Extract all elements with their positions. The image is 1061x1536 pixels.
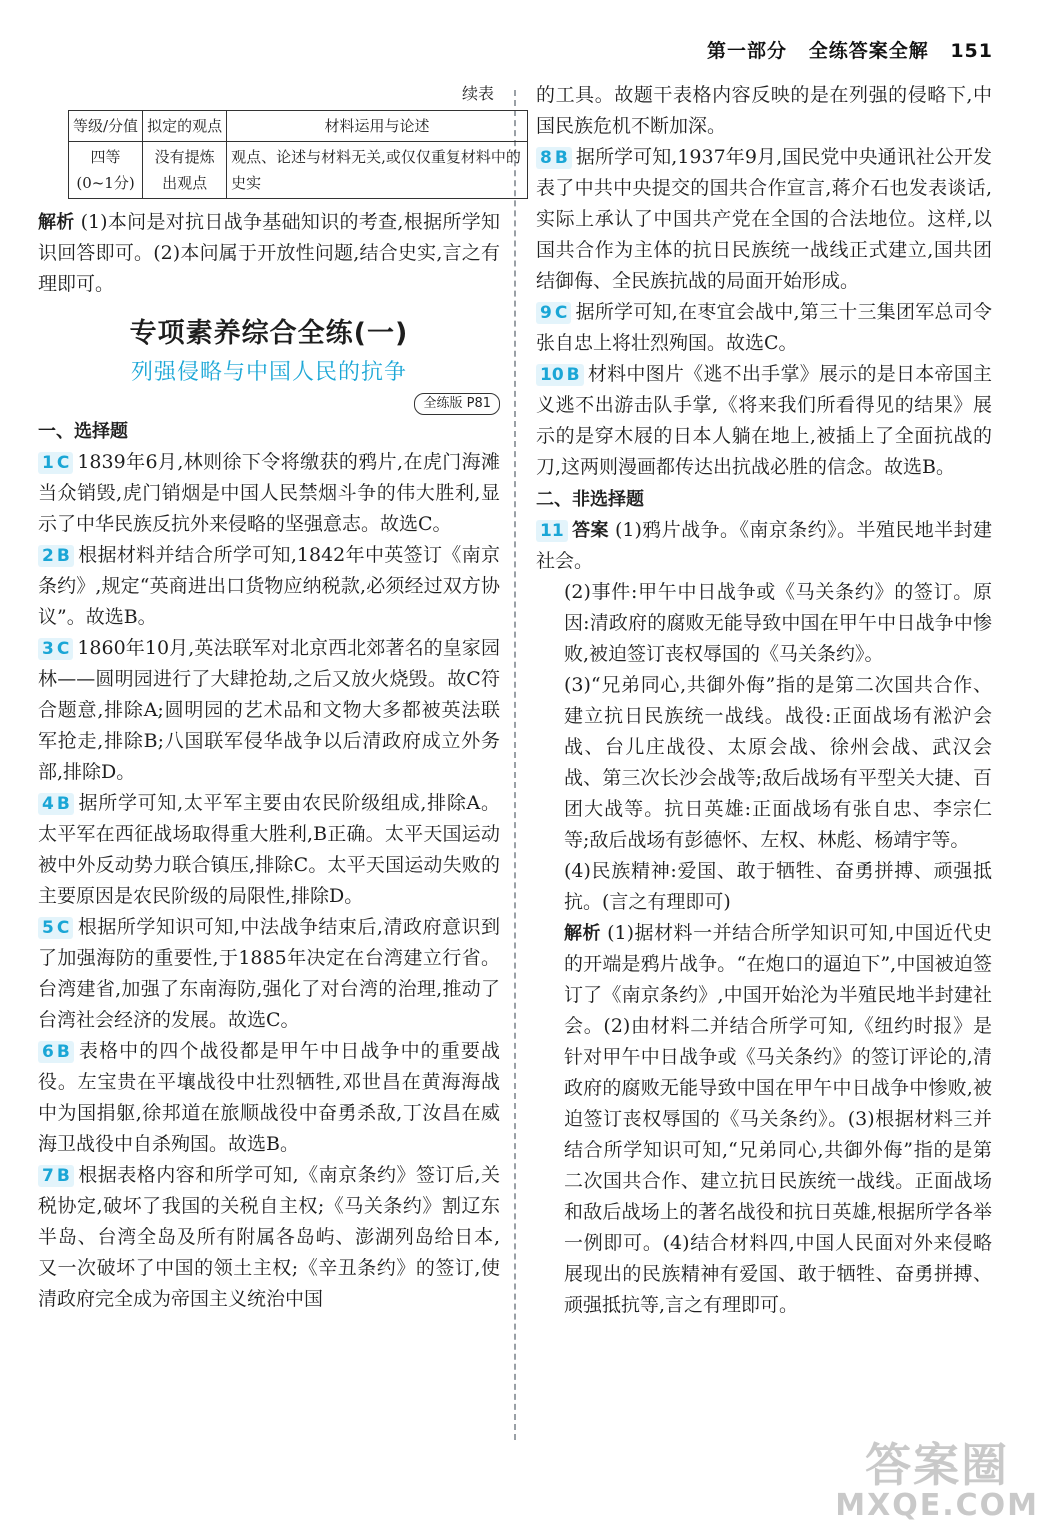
analysis-paragraph bbox=[38, 207, 500, 300]
q11-analysis bbox=[536, 918, 992, 1321]
section-title: 专项素养综合全练(一) bbox=[129, 318, 409, 349]
table-header-row bbox=[69, 111, 528, 142]
answer-tag: 9 C bbox=[536, 302, 571, 324]
analysis-label: 解析 bbox=[564, 923, 602, 944]
question-explanation: 据所学可知,在枣宜会战中,第三十三集团军总司令张自忠上将壮烈殉国。故选C。 bbox=[536, 301, 992, 354]
column-divider bbox=[514, 90, 516, 1440]
heading-nonchoice: 二、非选择题 bbox=[536, 489, 644, 510]
answer-label: 答案 bbox=[571, 520, 609, 541]
question-item bbox=[38, 447, 500, 540]
question-item bbox=[38, 788, 500, 912]
watermark-logo: 答案圈 MXQE.COM bbox=[835, 1438, 1039, 1523]
section-subtitle: 列强侵略与中国人民的抗争 bbox=[130, 360, 407, 385]
grade-level: 四等 bbox=[90, 148, 121, 166]
continued-explanation: 的工具。故题干表格内容反映的是在列强的侵略下,中国民族危机不断加深。 bbox=[536, 84, 992, 137]
question-explanation: 材料中图片《逃不出手掌》展示的是日本帝国主义逃不出游击队手掌,《将来我们所看得见的结果》展示的是穿木屐的日本人躺在地上,被插上了全面抗战的刀,这两则漫画都传达出抗战必胜的信念。故选B。 bbox=[536, 363, 992, 478]
question-item bbox=[536, 142, 992, 297]
right-column bbox=[536, 80, 992, 1321]
answer-tag: 8 B bbox=[536, 147, 572, 169]
table-cell-grade bbox=[69, 142, 143, 199]
question-item bbox=[38, 1036, 500, 1160]
question-item bbox=[536, 297, 992, 359]
answer-tag: 7 B bbox=[38, 1165, 74, 1187]
continue-label: 续表 bbox=[461, 84, 494, 103]
table-cell-view bbox=[143, 142, 227, 199]
left-column bbox=[38, 80, 521, 1315]
analysis-text: (1)据材料一并结合所学知识可知,中国近代史的开端是鸦片战争。“在炮口的逼迫下”,中国被迫签订了《南京条约》,中国开始沦为半殖民地半封建社会。(2)由材料二并结合所学可知,《纽约时报》是针对甲午中日战争或《马关条约》的签订评论的,清政府的腐败无能导致中国在甲午中日战争中惨败,被迫签订丧权辱国的《马关条约》。(3)根据材料三并结合所学知识可知,“兄弟同心,共御外侮”指的是第二次国共合作、建立抗日民族统一战线。正面战场和敌后战场上的著名战役和抗日英雄,根据所学各举一例即可。(4)结合材料四,中国人民面对外来侵略展现出的民族精神有爱国、敢于牺牲、奋勇拼搏、顽强抵抗等,言之有理即可。 bbox=[564, 922, 992, 1316]
table-cell-desc: 观点、论述与材料无关,或仅仅重复材料中的史实 bbox=[227, 142, 528, 199]
question-explanation: 表格中的四个战役都是甲午中日战争中的重要战役。左宝贵在平壤战役中壮烈牺牲,邓世昌在黄海海战中为国捐躯,徐邦道在旅顺战役中奋勇杀敌,丁汝昌在威海卫战役中自杀殉国。故选B。 bbox=[38, 1040, 500, 1155]
answer-tag: 1 C bbox=[38, 452, 73, 474]
q11-answer-3: (3)“兄弟同心,共御外侮”指的是第二次国共合作、建立抗日民族统一战线。战役:正面战场有淞沪会战、台儿庄战役、太原会战、徐州会战、武汉会战、第三次长沙会战等;敌后战场有平型关大捷、百团大战等。抗日英雄:正面战场有张自忠、李宗仁等;敌后战场有彭德怀、左权、林彪、杨靖宇等。 bbox=[564, 674, 992, 851]
table-header: 材料运用与论述 bbox=[227, 111, 528, 142]
question-item bbox=[38, 633, 500, 788]
heading-choice: 一、选择题 bbox=[38, 421, 128, 442]
question-number-tag: 11 bbox=[536, 520, 568, 542]
question-explanation: 1839年6月,林则徐下令将缴获的鸦片,在虎门海滩当众销毁,虎门销烟是中国人民禁烟斗争的伟大胜利,显示了中华民族反抗外来侵略的坚强意志。故选C。 bbox=[38, 451, 500, 535]
question-item bbox=[38, 1160, 500, 1315]
analysis-text: (1)本问是对抗日战争基础知识的考查,根据所学知识回答即可。(2)本问属于开放性问题,结合史实,言之有理即可。 bbox=[38, 211, 500, 295]
q11-answer-2: (2)事件:甲午中日战争或《马关条约》的签订。原因:清政府的腐败无能导致中国在甲午中日战争中惨败,被迫签订丧权辱国的《马关条约》。 bbox=[564, 581, 992, 665]
page-number: 151 bbox=[950, 40, 993, 62]
answer-tag: 4 B bbox=[38, 793, 74, 815]
answer-tag: 6 B bbox=[38, 1041, 74, 1063]
question-item bbox=[38, 912, 500, 1036]
view-line-2: 出观点 bbox=[162, 174, 208, 192]
answer-tag: 2 B bbox=[38, 545, 74, 567]
table-header: 等级/分值 bbox=[69, 111, 143, 142]
grading-table bbox=[68, 110, 528, 199]
question-item bbox=[536, 359, 992, 483]
question-explanation: 根据所学知识可知,中法战争结束后,清政府意识到了加强海防的重要性,于1885年决定在台湾建立行省。台湾建省,加强了东南海防,强化了对台湾的治理,推动了台湾社会经济的发展。故选C。 bbox=[38, 916, 500, 1031]
answer-tag: 5 C bbox=[38, 917, 73, 939]
q11-answer-1: 11 答案 (1)鸦片战争。《南京条约》。半殖民地半封建社会。 bbox=[536, 519, 993, 572]
q11-answer-4: (4)民族精神:爱国、敢于牺牲、奋勇拼搏、顽强抵抗。(言之有理即可) bbox=[564, 860, 992, 913]
question-explanation: 1860年10月,英法联军对北京西北郊著名的皇家园林——圆明园进行了大肆抢劫,之后又放火烧毁。故C符合题意,排除A;圆明园的艺术品和文物大多都被英法联军抢走,排除B;八国联军侵华战争以后清政府成立外务部,排除D。 bbox=[38, 637, 500, 783]
question-item bbox=[38, 540, 500, 633]
page-ref-wrap bbox=[38, 392, 500, 415]
answer-tag: 10 B bbox=[536, 364, 584, 386]
header-title: 全练答案全解 bbox=[808, 40, 929, 62]
question-explanation: 据所学可知,1937年9月,国民党中央通讯社公开发表了中共中央提交的国共合作宣言,蒋介石也发表谈话,实际上承认了中国共产党在全国的合法地位。这样,以国共合作为主体的抗日民族统一战线正式建立,国共团结御侮、全民族抗战的局面开始形成。 bbox=[536, 146, 992, 292]
page-header bbox=[707, 36, 993, 63]
page-ref-badge: 全练版 P81 bbox=[414, 393, 500, 415]
question-explanation: 据所学可知,太平军主要由农民阶级组成,排除A。太平军在西征战场取得重大胜利,B正确。太平天国运动被中外反动势力联合镇压,排除C。太平天国运动失败的主要原因是农民阶级的局限性,排除D。 bbox=[38, 792, 500, 907]
grade-score: (0~1分) bbox=[76, 174, 135, 192]
header-part: 第一部分 bbox=[707, 40, 788, 62]
analysis-label: 解析 bbox=[38, 212, 75, 233]
question-explanation: 根据材料并结合所学可知,1842年中英签订《南京条约》,规定“英商进出口货物应纳税款,必须经过双方协议”。故选B。 bbox=[38, 544, 500, 628]
question-explanation: 根据表格内容和所学可知,《南京条约》签订后,关税协定,破坏了我国的关税自主权;《马关条约》割辽东半岛、台湾全岛及所有附属各岛屿、澎湖列岛给日本,又一次破坏了中国的领土主权;《辛丑条约》的签订,使清政府完全成为帝国主义统治中国 bbox=[38, 1164, 500, 1310]
answer-tag: 3 C bbox=[38, 638, 73, 660]
table-row bbox=[69, 142, 528, 199]
view-line-1: 没有提炼 bbox=[154, 148, 215, 166]
table-header: 拟定的观点 bbox=[143, 111, 227, 142]
